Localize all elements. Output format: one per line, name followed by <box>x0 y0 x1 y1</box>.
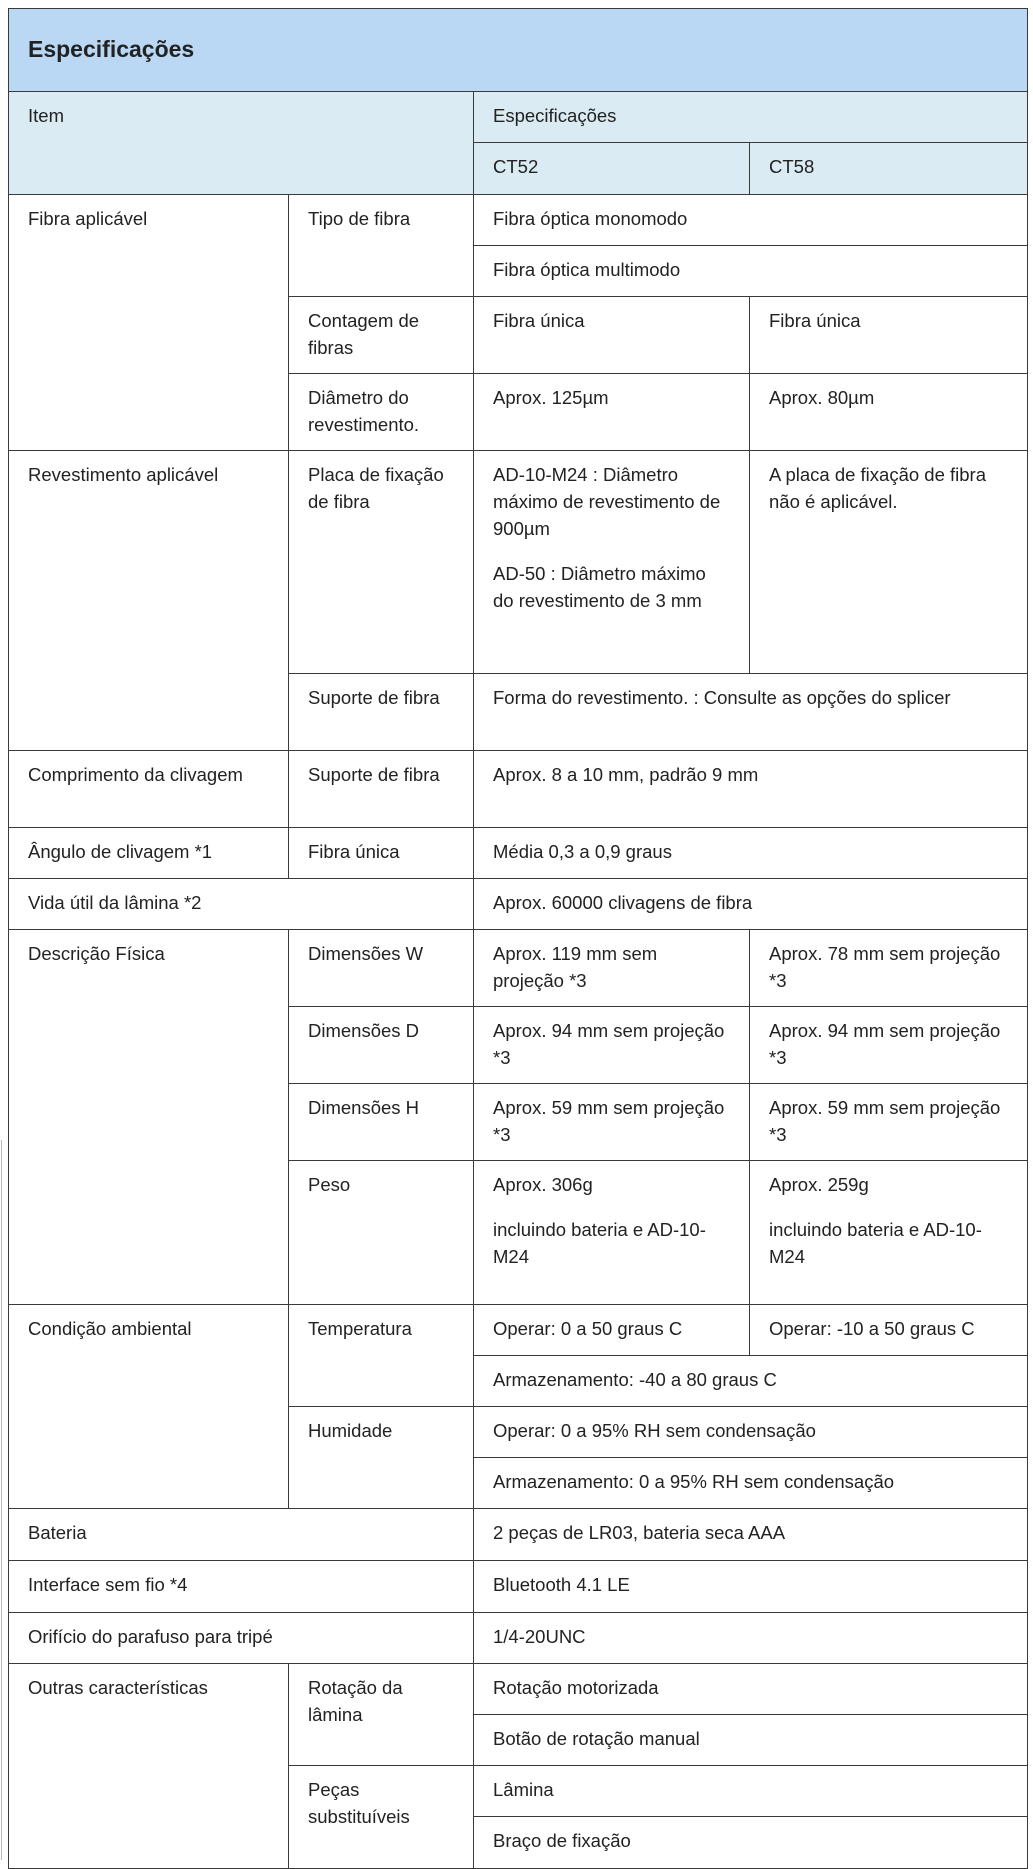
table-row <box>9 828 1028 879</box>
header-item: Item <box>9 92 474 195</box>
cell-cleave-angle: Média 0,3 a 0,9 graus <box>474 828 1028 879</box>
table-row <box>9 1664 1028 1715</box>
weight-ct58-note: incluindo bateria e AD-10-M24 <box>769 1219 982 1267</box>
sub-label-dim-w: Dimensões W <box>289 930 474 1007</box>
row-label-tripod: Orifício do parafuso para tripé <box>9 1613 474 1664</box>
cell-dim-h-ct58: Aprox. 59 mm sem projeção *3 <box>750 1084 1028 1161</box>
cell-fiber-count-ct52: Fibra única <box>474 297 750 374</box>
row-label-cleave-angle: Ângulo de clivagem *1 <box>9 828 289 879</box>
row-label-cleave-length: Comprimento da clivagem <box>9 751 289 828</box>
cell-dim-w-ct52: Aprox. 119 mm sem projeção *3 <box>474 930 750 1007</box>
sub-label-humidity: Humidade <box>289 1407 474 1509</box>
cell-diameter-ct52: Aprox. 125µm <box>474 374 750 451</box>
row-label-environment: Condição ambiental <box>9 1305 289 1509</box>
sub-label-replaceable-parts: Peças substituíveis <box>289 1766 474 1869</box>
sub-label-cleave-holder: Suporte de fibra <box>289 751 474 828</box>
row-label-blade-life: Vida útil da lâmina *2 <box>9 879 474 930</box>
row-label-other: Outras características <box>9 1664 289 1869</box>
cell-humidity-op: Operar: 0 a 95% RH sem condensação <box>474 1407 1028 1458</box>
sub-label-fiber-plate: Placa de fixação de fibra <box>289 451 474 674</box>
cell-temp-storage: Armazenamento: -40 a 80 graus C <box>474 1356 1028 1407</box>
table-row <box>9 930 1028 1007</box>
weight-ct58-value: Aprox. 259g <box>769 1174 869 1195</box>
weight-ct52-note: incluindo bateria e AD-10-M24 <box>493 1219 706 1267</box>
sub-label-blade-rotation: Rotação da lâmina <box>289 1664 474 1766</box>
row-label-physical: Descrição Física <box>9 930 289 1305</box>
cell-holder-value: Forma do revestimento. : Consulte as opções do splicer <box>474 674 1028 751</box>
title-row <box>9 9 1028 92</box>
cell-temp-op-ct52: Operar: 0 a 50 graus C <box>474 1305 750 1356</box>
table-row <box>9 195 1028 246</box>
table-row <box>9 879 1028 930</box>
cell-blade-life: Aprox. 60000 clivagens de fibra <box>474 879 1028 930</box>
cell-battery: 2 peças de LR03, bateria seca AAA <box>474 1509 1028 1561</box>
table-row <box>9 751 1028 828</box>
table-row <box>9 1613 1028 1664</box>
plate-ad10-text: AD-10-M24 : Diâmetro máximo de revestimento de 900µm <box>493 464 721 539</box>
cell-rotation-manual: Botão de rotação manual <box>474 1715 1028 1766</box>
sub-label-weight: Peso <box>289 1161 474 1305</box>
row-label-fiber: Fibra aplicável <box>9 195 289 451</box>
sub-label-fiber-holder: Suporte de fibra <box>289 674 474 751</box>
cell-dim-h-ct52: Aprox. 59 mm sem projeção *3 <box>474 1084 750 1161</box>
cell-wireless: Bluetooth 4.1 LE <box>474 1561 1028 1613</box>
sub-label-temperature: Temperatura <box>289 1305 474 1407</box>
row-label-wireless: Interface sem fio *4 <box>9 1561 474 1613</box>
cell-temp-op-ct58: Operar: -10 a 50 graus C <box>750 1305 1028 1356</box>
header-specs: Especificações <box>474 92 1028 143</box>
sub-label-fiber-count: Contagem de fibras <box>289 297 474 374</box>
spec-table <box>8 8 1028 1869</box>
cell-humidity-storage: Armazenamento: 0 a 95% RH sem condensação <box>474 1458 1028 1509</box>
cell-rotation-motor: Rotação motorizada <box>474 1664 1028 1715</box>
cell-part-blade: Lâmina <box>474 1766 1028 1817</box>
cell-weight-ct52 <box>474 1161 750 1305</box>
cell-part-clamp-arm: Braço de fixação <box>474 1817 1028 1869</box>
table-row <box>9 1509 1028 1561</box>
header-row <box>9 92 1028 143</box>
row-label-coating: Revestimento aplicável <box>9 451 289 751</box>
sub-label-single-fiber: Fibra única <box>289 828 474 879</box>
cell-tripod: 1/4-20UNC <box>474 1613 1028 1664</box>
cell-dim-d-ct58: Aprox. 94 mm sem projeção *3 <box>750 1007 1028 1084</box>
cell-diameter-ct58: Aprox. 80µm <box>750 374 1028 451</box>
cell-dim-d-ct52: Aprox. 94 mm sem projeção *3 <box>474 1007 750 1084</box>
sub-label-fiber-type: Tipo de fibra <box>289 195 474 297</box>
cell-multi-mode: Fibra óptica multimodo <box>474 246 1028 297</box>
cell-cleave-length: Aprox. 8 a 10 mm, padrão 9 mm <box>474 751 1028 828</box>
spec-table-container <box>8 8 1027 1869</box>
weight-ct52-value: Aprox. 306g <box>493 1174 593 1195</box>
cell-single-mode: Fibra óptica monomodo <box>474 195 1028 246</box>
cell-plate-ct52 <box>474 451 750 674</box>
cell-fiber-count-ct58: Fibra única <box>750 297 1028 374</box>
plate-ad50-text: AD-50 : Diâmetro máximo do revestimento de 3 mm <box>493 563 706 611</box>
header-model-ct58: CT58 <box>750 143 1028 195</box>
sub-label-dim-d: Dimensões D <box>289 1007 474 1084</box>
table-row <box>9 451 1028 674</box>
row-label-battery: Bateria <box>9 1509 474 1561</box>
header-model-ct52: CT52 <box>474 143 750 195</box>
table-row <box>9 1305 1028 1356</box>
page-edge-line <box>1 1140 2 1860</box>
cell-weight-ct58 <box>750 1161 1028 1305</box>
cell-dim-w-ct58: Aprox. 78 mm sem projeção *3 <box>750 930 1028 1007</box>
cell-plate-ct58: A placa de fixação de fibra não é aplicável. <box>750 451 1028 674</box>
sub-label-dim-h: Dimensões H <box>289 1084 474 1161</box>
sub-label-coating-diameter: Diâmetro do revestimento. <box>289 374 474 451</box>
table-title: Especificações <box>9 9 1028 92</box>
table-row <box>9 1561 1028 1613</box>
